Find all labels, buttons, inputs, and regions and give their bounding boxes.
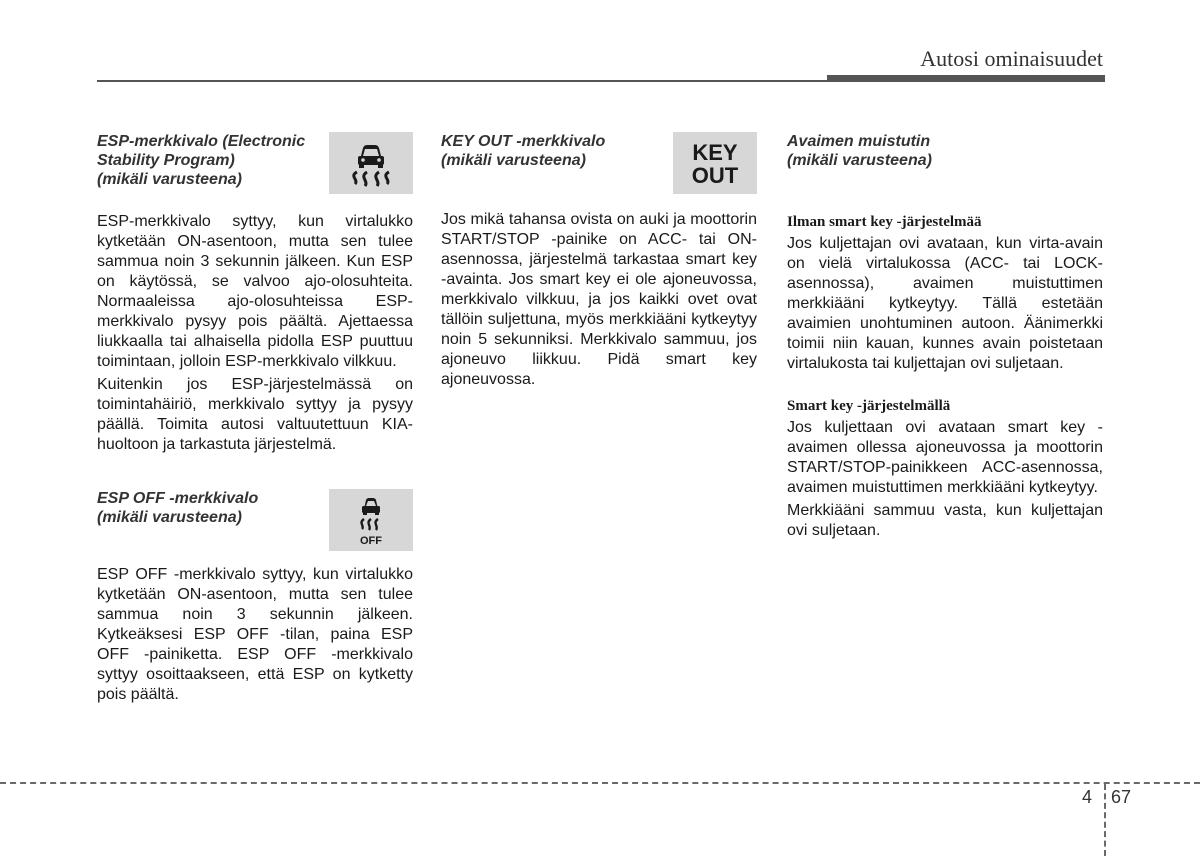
key-out-paragraph: Jos mikä tahansa ovista on auki ja moottorin START/STOP -painike on ACC- tai ON-asennossa, järjestelmä tarkastaa smart key -avainta. Jos smart key ei ole ajoneuvossa, merkkivalo vilkkuu, ja jos kaikki ovet ovat tällöin suljettuna, myös merkkiääni kytkeytyy noin 5 sekunniksi. Merkkivalo sammuu, jos ajoneuvo liikkuu. Pidä smart key ajoneuvossa. bbox=[441, 211, 757, 388]
reminder-section-title: Avaimen muistutin (mikäli varusteena) bbox=[787, 133, 932, 169]
esp-off-icon bbox=[329, 489, 413, 551]
header-rule-accent bbox=[827, 75, 1105, 82]
column-3 bbox=[787, 132, 1103, 541]
esp-skid-icon bbox=[329, 132, 413, 194]
esp-off-section-title: ESP OFF -merkkivalo (mikäli varusteena) bbox=[97, 490, 259, 526]
page-header-title: Autosi ominaisuudet bbox=[920, 46, 1103, 71]
key-out-icon-line2: OUT bbox=[691, 163, 739, 188]
reminder-paragraph-3: Merkkiääni sammuu vasta, kun kuljettajan ovi suljetaan. bbox=[787, 502, 1103, 539]
reminder-subheading-1: Ilman smart key -järjestelmää bbox=[787, 214, 982, 230]
esp-off-paragraph: ESP OFF -merkkivalo syttyy, kun virtalukko kytketään ON-asentoon, mutta sen tulee sammua noin 3 sekunnin jälkeen. Kytkeäksesi ESP OFF -tilan, paina ESP OFF -painiketta. ESP OFF -merkkivalo syttyy osoittaakseen, että ESP on kytketty pois päältä. bbox=[97, 566, 413, 703]
header-rule bbox=[97, 80, 827, 82]
reminder-subheading-2: Smart key -järjestelmällä bbox=[787, 398, 951, 414]
key-out-section-title: KEY OUT -merkkivalo (mikäli varusteena) bbox=[441, 133, 606, 169]
footer-vertical-divider bbox=[1104, 784, 1106, 856]
esp-off-icon-label: OFF bbox=[360, 535, 382, 547]
esp-off-section-header bbox=[97, 489, 413, 551]
esp-paragraph-2: Kuitenkin jos ESP-järjestelmässä on toimintahäiriö, merkkivalo syttyy ja pysyy päällä. Toimita autosi valtuutettuun KIA-huoltoon ja tarkastuta järjestelmä. bbox=[97, 376, 413, 453]
column-2 bbox=[441, 132, 757, 390]
key-out-icon-line1: KEY bbox=[692, 140, 738, 165]
esp-section-title: ESP-merkkivalo (Electronic Stability Program) (mikäli varusteena) bbox=[97, 133, 306, 188]
column-1 bbox=[97, 132, 413, 705]
key-out-section-header bbox=[441, 132, 757, 194]
reminder-paragraph-1: Jos kuljettajan ovi avataan, kun virta-avain on vielä virtalukossa (ACC- tai LOCK-asennossa), avaimen muistuttimen merkkiääni kytkeytyy. Tällä estetään avaimien unohtuminen autoon. Äänimerkki toimii niin kauan, kunnes avain poistetaan virtalukosta tai kuljettajan ovi suljetaan. bbox=[787, 235, 1103, 372]
esp-section-header bbox=[97, 132, 413, 194]
reminder-paragraph-2: Jos kuljettaan ovi avataan smart key -avaimen ollessa ajoneuvossa ja moottorin START/STOP-painikkeen ACC-asennossa, avaimen muistuttimen merkkiääni kytkeytyy. bbox=[787, 419, 1103, 496]
key-out-icon bbox=[673, 132, 757, 194]
footer-divider bbox=[0, 782, 1200, 784]
page-number: 67 bbox=[1111, 787, 1132, 807]
chapter-number: 4 bbox=[1082, 787, 1093, 807]
esp-paragraph-1: ESP-merkkivalo syttyy, kun virtalukko kytketään ON-asentoon, mutta sen tulee sammua noin 3 sekunnin jälkeen. Kun ESP on käytössä, se valvoo ajo-olosuhteita. Normaaleissa ajo-olosuhteissa ESP-merkkivalo pysyy pois päältä. Ajettaessa liukkaalla tai alhaisella pidolla ESP puuttuu toimintaan, jolloin ESP-merkkivalo vilkkuu. bbox=[97, 213, 413, 370]
